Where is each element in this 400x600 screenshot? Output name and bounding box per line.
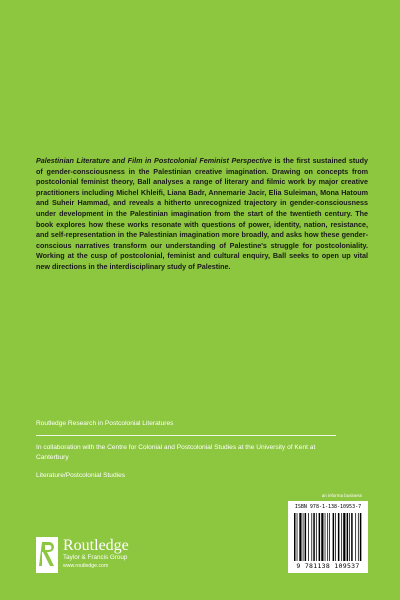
- collaboration-note: In collaboration with the Centre for Colonial and Postcolonial Studies at the University of Kent at Canterbury: [36, 444, 316, 461]
- publisher-group: Taylor & Francis Group: [63, 554, 128, 561]
- description-text: is the first sustained study of gender-consciousness in the Palestinian creative imagination. Drawing on concepts from postcolonial feminist theory, Ball analyses a range of literary and filmic work by major creative practitioners including Michel Khleifi, Liana Badr, Annemarie Jacir, Elia Suleiman, Mona Hatoum and Suheir Hammad, and reveals a hitherto unrecognized trajectory in gender-consciousness under development in the Palestinian imagination from the start of the twentieth century. The book explores how these works resonate with questions of power, identity, nation, resistance, and self-representation in the Palestinian imagination more broadly, and asks how these gender-conscious narratives transform our understanding of Palestine's struggle for postcoloniality. Working at the cusp of postcolonial, feminist and cultural enquiry, Ball seeks to open up vital new directions in the interdisciplinary study of Palestine.: [36, 156, 368, 271]
- barcode: [288, 501, 368, 573]
- isbn-number: ISBN 978-1-138-10953-7: [294, 504, 362, 510]
- publisher-name: Routledge: [63, 537, 129, 554]
- divider: [36, 435, 336, 436]
- informa-tagline: an informa business: [321, 493, 362, 498]
- barcode-digits: 9 781138 109537: [296, 562, 360, 570]
- subject-category: Literature/Postcolonial Studies: [36, 472, 126, 479]
- series-info: [36, 420, 336, 479]
- barcode-bars: [292, 513, 364, 563]
- publisher-logo: [36, 537, 166, 577]
- book-title-italic: Palestinian Literature and Film in Postcolonial Feminist Perspective: [36, 156, 272, 165]
- book-description: [36, 156, 368, 273]
- publisher-url: www.routledge.com: [63, 563, 109, 569]
- series-name: Routledge Research in Postcolonial Literatures: [36, 420, 174, 427]
- routledge-logo-icon: [36, 537, 58, 573]
